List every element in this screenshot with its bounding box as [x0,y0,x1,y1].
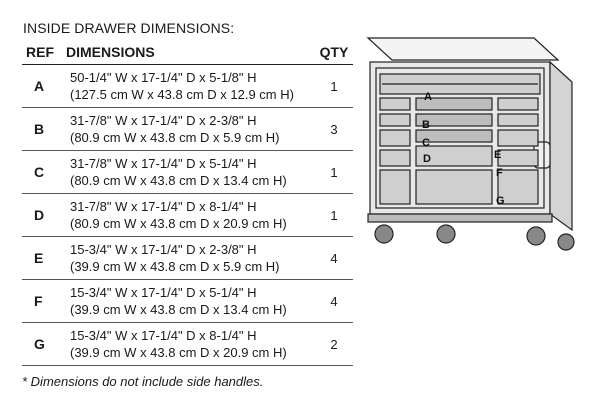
qty-header: QTY [315,41,353,65]
callout-f: F [496,167,503,179]
ref-cell: B [22,108,66,151]
caster-wheel [558,234,574,250]
footnote: * Dimensions do not include side handles. [22,374,264,389]
dimensions-header: DIMENSIONS [66,41,315,65]
imperial-dimensions: 15-3/4" W x 17-1/4" D x 2-3/8" H [70,242,257,257]
callout-g: G [496,195,505,207]
callout-a: A [424,91,432,103]
imperial-dimensions: 15-3/4" W x 17-1/4" D x 5-1/4" H [70,285,257,300]
caster-wheel [527,227,545,245]
dimensions-cell [66,280,315,323]
chest-side-face [550,62,572,230]
qty-cell: 1 [315,151,353,194]
caster-wheel [437,225,455,243]
ref-cell: G [22,323,66,366]
tool-chest-illustration [362,30,590,258]
drawer-f [498,130,538,146]
qty-cell: 1 [315,65,353,108]
callout-e: E [494,149,502,161]
qty-cell: 4 [315,280,353,323]
callout-c: C [422,137,430,149]
table-header-row [22,41,353,65]
tool-chest-drawing [362,30,590,258]
table-row [22,237,353,280]
dimensions-cell [66,65,315,108]
ref-header: REF [22,41,66,65]
imperial-dimensions: 31-7/8" W x 17-1/4" D x 2-3/8" H [70,113,257,128]
ref-cell: F [22,280,66,323]
dimensions-cell [66,194,315,237]
metric-dimensions: (39.9 cm W x 43.8 cm D x 13.4 cm H) [70,302,287,317]
metric-dimensions: (127.5 cm W x 43.8 cm D x 12.9 cm H) [70,87,294,102]
callout-b: B [422,119,430,131]
chest-base [368,214,552,222]
dimensions-cell [66,151,315,194]
callout-d: D [423,153,431,165]
metric-dimensions: (39.9 cm W x 43.8 cm D x 20.9 cm H) [70,345,287,360]
metric-dimensions: (39.9 cm W x 43.8 cm D x 5.9 cm H) [70,259,280,274]
imperial-dimensions: 31-7/8" W x 17-1/4" D x 5-1/4" H [70,156,257,171]
chest-top-surface [368,38,558,60]
caster-wheel [375,225,393,243]
metric-dimensions: (80.9 cm W x 43.8 cm D x 5.9 cm H) [70,130,280,145]
ref-cell: E [22,237,66,280]
dimensions-cell [66,237,315,280]
imperial-dimensions: 31-7/8" W x 17-1/4" D x 8-1/4" H [70,199,257,214]
table-row [22,194,353,237]
section-heading: INSIDE DRAWER DIMENSIONS: [23,20,235,36]
qty-cell: 4 [315,237,353,280]
dimensions-table [22,41,353,366]
metric-dimensions: (80.9 cm W x 43.8 cm D x 20.9 cm H) [70,216,287,231]
table-row [22,151,353,194]
dimensions-cell [66,323,315,366]
qty-cell: 2 [315,323,353,366]
imperial-dimensions: 15-3/4" W x 17-1/4" D x 8-1/4" H [70,328,257,343]
dimensions-cell [66,108,315,151]
table-row [22,65,353,108]
drawer-e [498,98,538,110]
qty-cell: 3 [315,108,353,151]
table-row [22,280,353,323]
metric-dimensions: (80.9 cm W x 43.8 cm D x 13.4 cm H) [70,173,287,188]
drawer-d [416,170,492,204]
imperial-dimensions: 50-1/4" W x 17-1/4" D x 5-1/8" H [70,70,257,85]
qty-cell: 1 [315,194,353,237]
ref-cell: A [22,65,66,108]
ref-cell: C [22,151,66,194]
table-row [22,108,353,151]
ref-cell: D [22,194,66,237]
table-row [22,323,353,366]
